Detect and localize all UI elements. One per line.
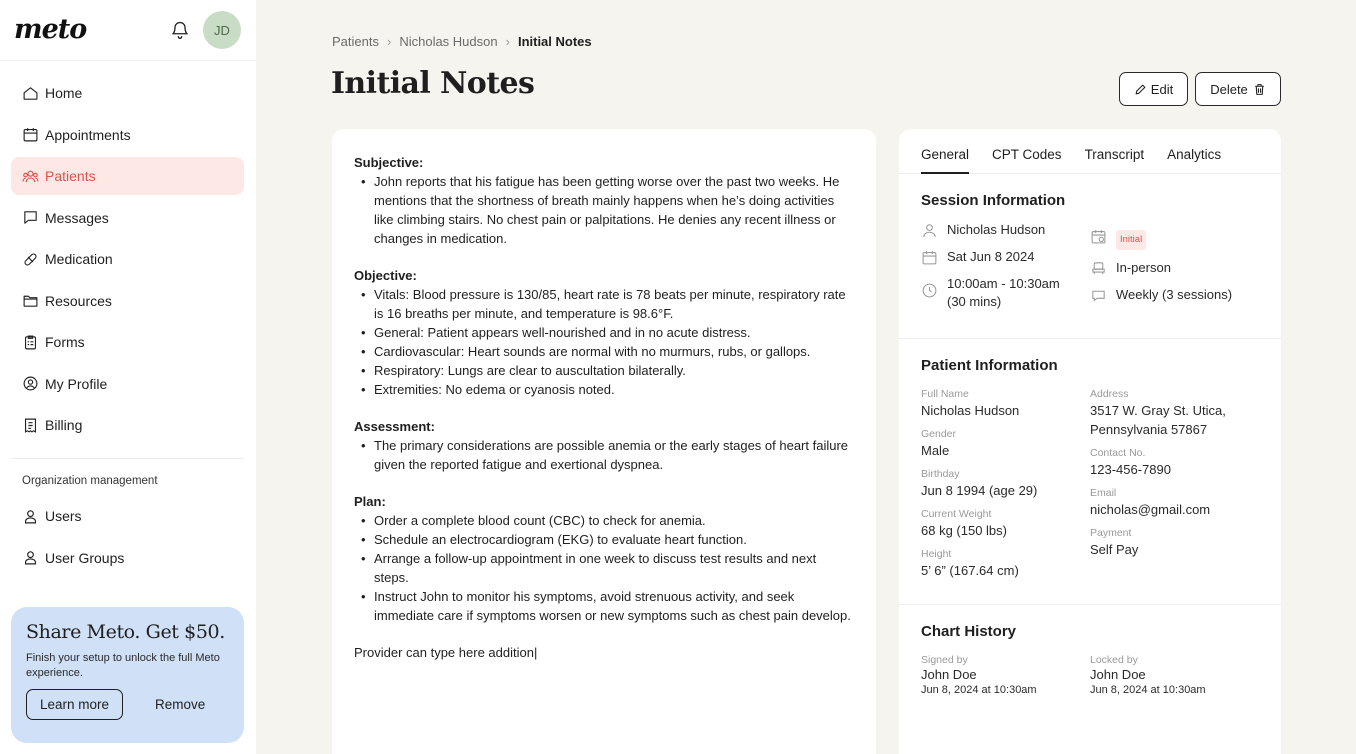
status-badge: Initial (1116, 230, 1146, 250)
edit-label: Edit (1150, 81, 1174, 97)
nav-label: Users (45, 508, 82, 524)
calendar-icon (921, 249, 938, 266)
section-title: Chart History (921, 623, 1017, 640)
nav-item-patients[interactable] (11, 157, 244, 195)
nav-label: My Profile (45, 375, 108, 392)
delete-label: Delete (1210, 81, 1248, 97)
promo-title: Share Meto. Get $50. (26, 621, 225, 643)
list-item: • Cardiovascular: Heart sounds are normal with no murmurs, rubs, or gallops. (354, 342, 854, 361)
nav-item-medication[interactable] (11, 240, 244, 278)
patient-information (899, 339, 1281, 605)
nav-item-user-groups[interactable] (11, 539, 244, 577)
calendar-check-icon (1090, 228, 1107, 245)
info-panel (899, 129, 1281, 754)
field-address: Address 3517 W. Gray St. Utica, Pennsylvania 57867 (1090, 388, 1226, 437)
list-item: • The primary considerations are possible anemia or the early stages of heart failure given the reported fatigue and exertional dyspnea. (354, 436, 854, 474)
nav-item-my-profile[interactable] (11, 365, 244, 403)
session-mode: In-person (1090, 259, 1259, 277)
tab-general[interactable]: General (921, 129, 969, 173)
nav-item-users[interactable] (11, 497, 244, 535)
field-gender: Gender Male (921, 428, 957, 458)
nav-label: Medication (45, 251, 113, 267)
section-heading: Subjective: (354, 155, 424, 170)
breadcrumb (332, 34, 592, 49)
org-nav (11, 497, 244, 580)
nav-item-billing[interactable] (11, 406, 244, 444)
sidebar (0, 0, 256, 754)
calendar-icon (22, 126, 39, 143)
session-type (1090, 227, 1259, 250)
delete-button[interactable] (1195, 72, 1281, 106)
nav-item-appointments[interactable] (11, 116, 244, 154)
chair-icon (1090, 260, 1107, 277)
trash-icon (1253, 83, 1266, 96)
page-title: Initial Notes (331, 66, 535, 101)
list-item: • Schedule an electrocardiogram (EKG) to evaluate heart function. (354, 530, 854, 549)
section-heading: Assessment: (354, 419, 435, 434)
breadcrumb-patient[interactable]: Nicholas Hudson (399, 34, 498, 49)
session-frequency: Weekly (3 sessions) (1090, 286, 1259, 304)
info-tabs (899, 129, 1281, 174)
patients-icon (22, 168, 39, 185)
field-birthday: Birthday Jun 8 1994 (age 29) (921, 468, 1038, 498)
section-title: Session Information (921, 192, 1066, 209)
field-current-weight: Current Weight 68 kg (150 lbs) (921, 508, 1007, 538)
bell-icon[interactable] (170, 20, 190, 40)
remove-button[interactable]: Remove (155, 697, 206, 712)
divider (11, 458, 244, 459)
promo-text: Finish your setup to unlock the full Meto experience. (26, 652, 220, 679)
nav-label: User Groups (45, 549, 125, 566)
breadcrumb-current: Initial Notes (517, 34, 592, 49)
nav-label: Forms (45, 334, 85, 350)
nav-item-home[interactable] (11, 74, 244, 112)
provider-addition-text[interactable]: Provider can type here addition| (354, 645, 538, 660)
field-email: Email nicholas@gmail.com (1090, 487, 1211, 517)
folder-icon (22, 292, 39, 309)
promo-actions (26, 689, 229, 720)
session-time: 10:00am - 10:30am (30 mins) (921, 275, 1090, 311)
avatar[interactable]: JD (203, 11, 241, 49)
list-item: • Order a complete blood count (CBC) to check for anemia. (354, 511, 854, 530)
list-item: • Arrange a follow-up appointment in one week to discuss test results and next steps. (354, 549, 854, 587)
session-date: Sat Jun 8 2024 (921, 248, 1090, 266)
user-icon (921, 222, 938, 239)
list-item: • Respiratory: Lungs are clear to auscultation bilaterally. (354, 361, 854, 380)
nav-label: Resources (45, 292, 112, 309)
nav-label: Appointments (45, 126, 131, 143)
section-heading: Objective: (354, 268, 417, 283)
section-title: Patient Information (921, 357, 1058, 374)
nav-label: Home (45, 85, 83, 101)
nav-label: Billing (45, 417, 83, 433)
list-item: • Instruct John to monitor his symptoms, avoid strenuous activity, and seek immediate care if symptoms worsen or new symptoms such as chest pain develop. (354, 587, 854, 625)
breadcrumb-patients[interactable]: Patients (332, 34, 379, 49)
tab-transcript[interactable]: Transcript (1084, 147, 1145, 162)
clock-icon (921, 282, 938, 299)
session-information (899, 174, 1281, 339)
field-payment: Payment Self Pay (1090, 527, 1139, 557)
notes-subjective (354, 153, 854, 248)
home-icon (22, 85, 39, 102)
chevron-right-icon: › (386, 34, 392, 49)
list-item: • John reports that his fatigue has been getting worse over the past two weeks. He mentions that the shortness of breath mainly happens when he’s doing activities like climbing stairs. No chest pain or palpitations. He denies any recent illness or changes in medication. (354, 172, 854, 248)
learn-more-button[interactable]: Learn more (26, 689, 123, 720)
notes-assessment (354, 417, 854, 474)
message-icon (22, 209, 39, 226)
nav-label: Patients (45, 168, 96, 184)
nav-item-messages[interactable] (11, 199, 244, 237)
user-icon (22, 508, 39, 525)
tab-analytics[interactable]: Analytics (1167, 147, 1222, 162)
meto-logo[interactable]: meto (14, 14, 87, 45)
tab-cpt-codes[interactable]: CPT Codes (992, 147, 1062, 162)
nav-item-forms[interactable] (11, 323, 244, 361)
notes-plan (354, 492, 854, 625)
clipboard-icon (22, 334, 39, 351)
pencil-icon (1134, 83, 1147, 96)
notes-editor[interactable] (332, 129, 876, 754)
nav-item-resources[interactable] (11, 282, 244, 320)
signed-by: Signed by John Doe Jun 8, 2024 at 10:30am (921, 654, 1037, 696)
nav-label: Messages (45, 209, 109, 226)
field-height: Height 5’ 6” (167.64 cm) (921, 548, 1019, 578)
chat-icon (1090, 287, 1107, 304)
field-full-name: Full Name Nicholas Hudson (921, 388, 1020, 418)
share-promo-card (11, 607, 244, 743)
edit-button[interactable] (1119, 72, 1188, 106)
divider (0, 60, 256, 61)
list-item: • Vitals: Blood pressure is 130/85, heart rate is 78 beats per minute, respiratory rate is 16 breaths per minute, and temperature is 98.6°F. (354, 285, 854, 323)
receipt-icon (22, 417, 39, 434)
list-item: • General: Patient appears well-nourished and in no acute distress. (354, 323, 854, 342)
section-heading: Plan: (354, 494, 386, 509)
user-icon (22, 549, 39, 566)
notes-objective (354, 266, 854, 399)
session-patient: Nicholas Hudson (921, 221, 1090, 239)
pill-icon (22, 251, 39, 268)
field-contact: Contact No. 123-456-7890 (1090, 447, 1171, 477)
org-management-label: Organization management (22, 475, 158, 487)
chart-history (899, 605, 1281, 696)
chevron-right-icon: › (505, 34, 510, 49)
locked-by: Locked by John Doe Jun 8, 2024 at 10:30am (1090, 654, 1206, 696)
user-circle-icon (22, 375, 39, 392)
main-nav (11, 74, 244, 448)
list-item: • Extremities: No edema or cyanosis noted. (354, 380, 854, 399)
